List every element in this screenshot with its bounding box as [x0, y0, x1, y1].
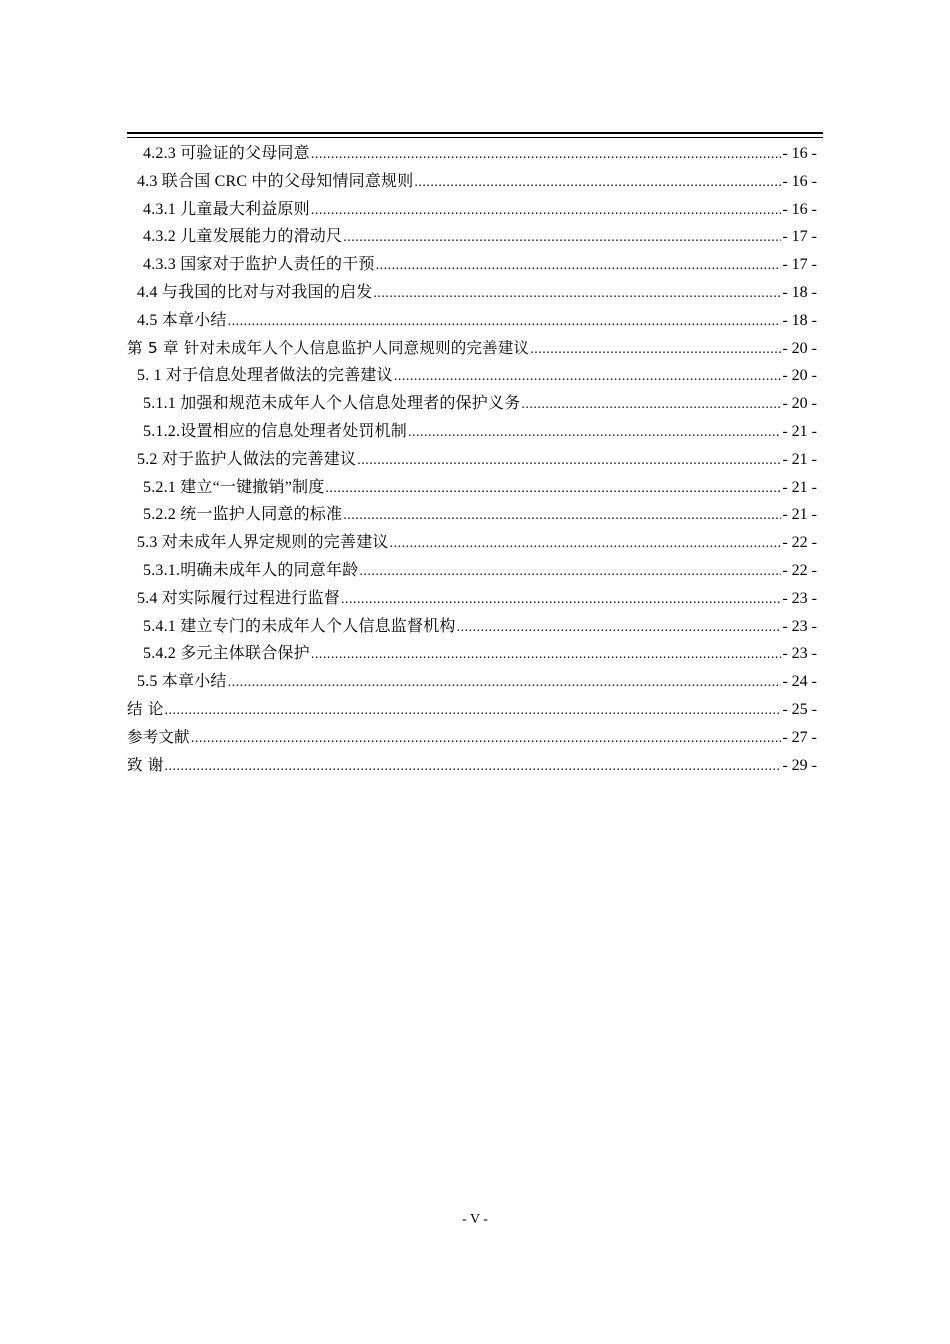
toc-dot-leader [530, 336, 781, 364]
toc-dot-leader [357, 447, 781, 475]
toc-dot-leader [457, 614, 782, 642]
toc-entry-title: 4.4 与我国的比对与对我国的启发 [137, 283, 373, 301]
toc-entry-page-number: - 20 - [782, 367, 817, 385]
toc-dot-leader [311, 197, 782, 225]
toc-entry-title: 5.4.2 多元主体联合保护 [143, 645, 310, 663]
toc-entry[interactable] [127, 362, 817, 390]
toc-entry-page-number: - 20 - [782, 339, 817, 357]
toc-dot-leader [376, 252, 782, 280]
toc-entry[interactable] [127, 501, 817, 529]
toc-entry-page-number: - 29 - [782, 756, 817, 774]
toc-entry[interactable] [127, 752, 817, 780]
toc-entry[interactable] [127, 307, 817, 335]
toc-entry-page-number: - 16 - [782, 200, 817, 218]
toc-entry-title: 4.2.3 可验证的父母同意 [143, 145, 310, 162]
toc-entry-page-number: - 16 - [782, 145, 817, 162]
toc-entry-page-number: - 20 - [782, 395, 817, 413]
toc-entry-page-number: - 18 - [782, 311, 817, 329]
toc-dot-leader [228, 669, 782, 697]
toc-entry[interactable] [127, 585, 817, 613]
toc-entry-title: 5.1.1 加强和规范未成年人个人信息处理者的保护义务 [143, 395, 521, 413]
toc-entry-title: 4.3.1 儿童最大利益原则 [143, 200, 310, 218]
toc-entry-page-number: - 24 - [782, 673, 817, 691]
toc-entry[interactable] [127, 529, 817, 557]
toc-entry-title: 5.4.1 建立专门的未成年人个人信息监督机构 [143, 617, 456, 635]
toc-dot-leader [191, 725, 782, 753]
toc-dot-leader [408, 419, 781, 447]
toc-entry[interactable] [127, 418, 817, 446]
toc-entry[interactable] [127, 168, 817, 196]
toc-entry-page-number: - 21 - [782, 506, 817, 524]
toc-entry[interactable] [127, 696, 817, 724]
toc-entry[interactable] [127, 640, 817, 668]
toc-entry-title: 5.1.2.设置相应的信息处理者处罚机制 [143, 422, 408, 440]
toc-entry-page-number: - 22 - [782, 561, 817, 579]
toc-entry-title: 5.2.1 建立“一键撤销”制度 [143, 478, 325, 496]
toc-entry-title: 5.2.2 统一监护人同意的标准 [143, 506, 343, 524]
toc-entry[interactable] [127, 390, 817, 418]
toc-entry-title: 5.3 对未成年人界定规则的完善建议 [137, 534, 389, 552]
toc-entry-title: 参考文献 [127, 727, 190, 746]
toc-entry-title: 5. 1 对于信息处理者做法的完善建议 [137, 367, 393, 385]
toc-dot-leader [165, 697, 782, 725]
toc-dot-leader [311, 641, 782, 669]
toc-dot-leader [394, 363, 782, 391]
toc-dot-leader [341, 586, 781, 614]
toc-entry-page-number: - 21 - [782, 422, 817, 440]
toc-entry-title: 5.5 本章小结 [137, 673, 227, 691]
toc-entry-page-number: - 18 - [782, 283, 817, 301]
toc-entry[interactable] [127, 196, 817, 224]
toc-entry-title: 第 5 章 针对未成年人个人信息监护人同意规则的完善建议 [127, 338, 530, 357]
toc-entry-page-number: - 23 - [782, 645, 817, 663]
toc-entry-title: 4.3.2 儿童发展能力的滑动尺 [143, 228, 343, 246]
toc-entry-page-number: - 17 - [782, 256, 817, 274]
toc-entry-page-number: - 17 - [782, 228, 817, 246]
toc-entry[interactable] [127, 724, 817, 752]
toc-dot-leader [325, 475, 781, 503]
toc-dot-leader [390, 530, 782, 558]
toc-entry-title: 4.5 本章小结 [137, 311, 227, 329]
toc-entry[interactable] [127, 335, 817, 363]
toc-entry-page-number: - 22 - [782, 534, 817, 552]
toc-entry[interactable] [127, 557, 817, 585]
header-double-rule [127, 132, 823, 138]
toc-dot-leader [343, 224, 781, 252]
toc-dot-leader [373, 280, 781, 308]
toc-entry-page-number: - 27 - [782, 728, 817, 746]
toc-entry-title: 4.3.3 国家对于监护人责任的干预 [143, 256, 375, 274]
toc-entry-page-number: - 21 - [782, 478, 817, 496]
toc-dot-leader [414, 169, 781, 197]
toc-dot-leader [228, 308, 782, 336]
toc-entry-page-number: - 23 - [782, 617, 817, 635]
toc-dot-leader [521, 391, 781, 419]
toc-entry[interactable] [127, 223, 817, 251]
toc-entry-title: 4.3 联合国 CRC 中的父母知情同意规则 [137, 172, 414, 190]
toc-entry-page-number: - 23 - [782, 589, 817, 607]
toc-entry-page-number: - 16 - [782, 172, 817, 190]
toc-entry-page-number: - 25 - [782, 700, 817, 718]
toc-dot-leader [343, 502, 781, 530]
toc-entry[interactable] [127, 474, 817, 502]
page-footer-number: - V - [462, 1212, 488, 1227]
toc-entry[interactable] [127, 613, 817, 641]
toc-entry-title: 5.4 对实际履行过程进行监督 [137, 589, 341, 607]
toc-entry-title: 结 论 [127, 699, 164, 718]
toc-dot-leader [311, 141, 782, 169]
toc-entry[interactable] [127, 140, 817, 168]
toc-entry-title: 致 谢 [127, 755, 164, 774]
toc-entry-title: 5.3.1.明确未成年人的同意年龄 [143, 561, 359, 579]
toc-entry-page-number: - 21 - [782, 450, 817, 468]
table-of-contents [127, 140, 817, 779]
toc-dot-leader [359, 558, 781, 586]
toc-entry[interactable] [127, 668, 817, 696]
toc-entry[interactable] [127, 279, 817, 307]
toc-dot-leader [165, 753, 782, 781]
toc-entry[interactable] [127, 446, 817, 474]
toc-entry[interactable] [127, 251, 817, 279]
toc-entry-title: 5.2 对于监护人做法的完善建议 [137, 450, 357, 468]
